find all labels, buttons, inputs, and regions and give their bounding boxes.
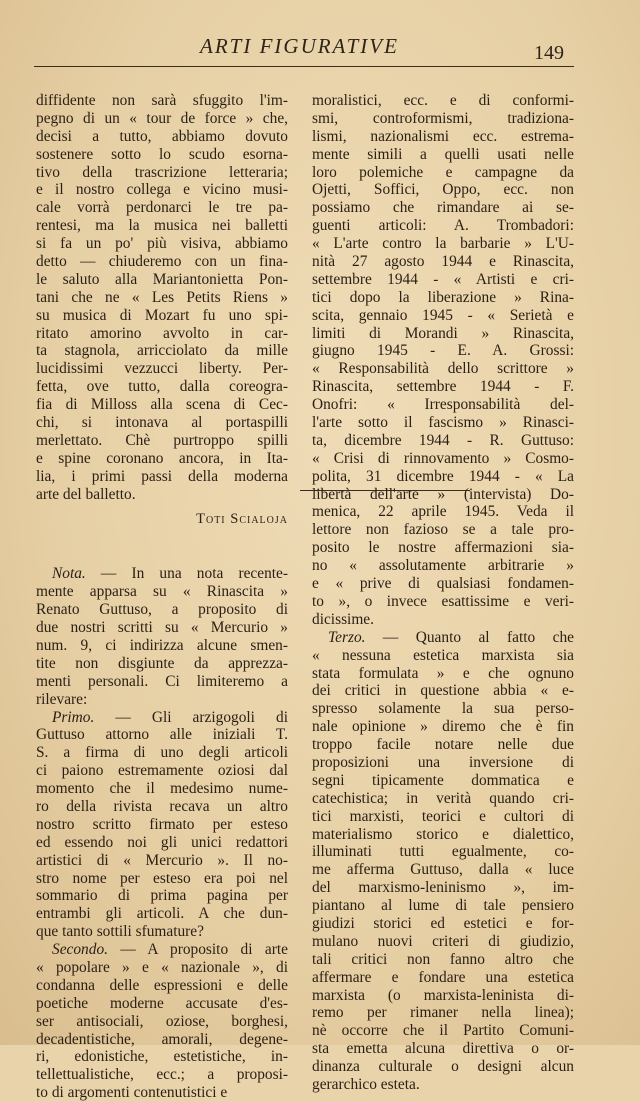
text-line: nità 27 agosto 1944 e Rinascita, [312,253,574,271]
author-signature: Toti Scialoja [196,511,288,528]
paragraph-label: Terzo. [328,628,366,646]
text-line: dinanza culturale o designi alcun [312,1058,574,1076]
text-line: no « assolutamente arbitrarie » [312,557,574,575]
text-line: sta emetta alcuna direttiva o or- [312,1040,574,1058]
text-line-content: — In una nota recente- [85,565,288,583]
text-line: to », o invece esattissime e veri- [312,592,574,610]
text-line: libertà dell'arte » (intervista) Do- [312,485,574,503]
paragraph-label: Nota. [52,565,86,583]
text-line: tici marxisti, teorici e cultori di [312,807,574,825]
page-number: 149 [534,42,564,64]
text-line: materialismo storico e dialettico, [312,825,574,843]
text-line: artistici di « Mercurio ». Il no- [36,851,288,869]
text-line: nè occorre che il Partito Comuni- [312,1022,574,1040]
text-line: lucidissimi vezzucci liberty. Per- [36,360,288,378]
text-line: catechistica; in verità quando cri- [312,789,574,807]
text-line: nostro scritto firmato per esteso [36,815,288,833]
text-line: lettore non fazioso se a tale pro- [312,521,574,539]
text-line: « Crisi di rinnovamento » Cosmo- [312,449,574,467]
text-line: poetiche moderne accusate d'es- [36,994,288,1012]
text-line: tali critici non fanno altro che [312,950,574,968]
text-line: detto — chiuderemo con un fina- [36,253,288,271]
text-line: piantano al lume di tale pensiero [312,897,574,915]
text-line: ri, edonistiche, estetistiche, in- [36,1048,288,1066]
text-line: ser antisociali, oziose, borghesi, [36,1012,288,1030]
text-line: giugno 1945 - E. A. Grossi: [312,342,574,360]
text-line: si fa un po' più visiva, abbiamo [36,235,288,253]
text-line: fetta, ove tutto, dalla coreogra- [36,378,288,396]
article-ending [36,92,288,503]
terzo-paragraph [312,629,574,1094]
text-line: decadentistiche, amorali, degene- [36,1030,288,1048]
text-line: polita, 31 dicembre 1944 - « La [312,467,574,485]
text-line: sommario di prima pagina per [36,887,288,905]
text-line-content: — Quanto al fatto che [365,628,574,646]
text-line: lia, i primi passi della moderna [36,467,288,485]
text-line: loro polemiche e campagne da [312,163,574,181]
text-line: troppo facile notare nelle due [312,736,574,754]
text-line: « popolare » e « nazionale », di [36,958,288,976]
text-line: ro della rivista recava un altro [36,797,288,815]
text-line: giudizi storici ed estetici e for- [312,914,574,932]
text-line: tivo della trascrizione letteraria; [36,163,288,181]
text-line [36,565,288,583]
text-line: illuminati tutti egualmente, co- [312,843,574,861]
text-line-content: — Gli arzigogoli di [94,708,288,726]
text-line: e spine coronano ancora, in Ita- [36,449,288,467]
text-line [36,941,288,959]
text-line: guenti articoli: A. Trombadori: [312,217,574,235]
text-line: scita, gennaio 1945 - « Serietà e [312,306,574,324]
nota-paragraph [36,565,288,708]
text-line-content: — A proposito di arte [108,941,288,959]
header-rule [34,66,574,67]
text-line: affermare e fondare una estetica [312,968,574,986]
text-line: menti personali. Ci limiteremo a [36,672,288,690]
text-line: tici dopo la liberazione » Rina- [312,288,574,306]
text-line: menica, 22 aprile 1945. Veda il [312,503,574,521]
text-line: diffidente non sarà sfuggito l'im- [36,92,288,109]
continuation-paragraph [312,92,574,629]
text-line: gerarchico esteta. [312,1075,420,1093]
text-line: smi, controformismi, tradiziona- [312,109,574,127]
text-line: Renato Guttuso, a proposito di [36,601,288,619]
text-line: proposizioni una inversione di [312,753,574,771]
text-line: entrambi gli articoli. A che dun- [36,905,288,923]
text-line: « Responsabilità dello scrittore » [312,360,574,378]
text-line: momento che il medesimo nume- [36,780,288,798]
text-line [312,629,574,647]
text-line: chi, si intonava al portaspilli [36,414,288,432]
text-line: S. a firma di uno degli articoli [36,744,288,762]
text-line: « nessuna estetica marxista sia [312,646,574,664]
text-line: ci paiono estremamente oziosi dal [36,762,288,780]
text-line: spresso solamente la sua perso- [312,700,574,718]
text-line: nale opinione » diremo che è fin [312,718,574,736]
secondo-paragraph [36,941,288,1102]
text-line: fia di Milloss alla scena di Cec- [36,396,288,414]
text-line: dei critici in questione abbia « e- [312,682,574,700]
text-line: pegno di un « tour de force » che, [36,109,288,127]
text-line: to di argomenti contenutistici e [36,1084,228,1102]
text-line: e « prive di qualsiasi fondamen- [312,575,574,593]
text-line: mente apparsa su « Rinascita » [36,583,288,601]
text-line: arte del balletto. [36,485,136,503]
text-line: tite non disgiunte da apprezza- [36,654,288,672]
text-line: Rinascita, settembre 1944 - F. [312,378,574,396]
text-line: que tanto sottili sfumature? [36,923,204,941]
text-line: Guttuso attorno alle iniziali T. [36,726,288,744]
text-line: decisi a tutto, abbiamo dovuto [36,127,288,145]
running-header-title: ARTI FIGURATIVE [200,34,399,58]
text-line: tellettualistiche, ecc.; a proposi- [36,1066,288,1084]
text-line: settembre 1944 - « Artisti e cri- [312,270,574,288]
text-line: posito le nostre affermazioni sia- [312,539,574,557]
left-column [36,92,288,1102]
text-line: mulano nuovi criteri di giudizio, [312,932,574,950]
text-line: Onofri: « Irresponsabilità del- [312,396,574,414]
text-line: l'arte sotto il fascismo » Rinasci- [312,414,574,432]
text-line: stata formulata » e che ognuno [312,664,574,682]
text-line: sostenere sotto lo scudo esorna- [36,145,288,163]
text-line: lismi, nazionalismi ecc. estrema- [312,127,574,145]
text-line: rilevare: [36,690,88,708]
text-line: merlettato. Chè purtroppo spilli [36,431,288,449]
text-line: me afferma Guttuso, dalla « luce [312,861,574,879]
text-line: ed essendo noi gli unici redattori [36,833,288,851]
text-line: mente simili a quelli usati nelle [312,145,574,163]
right-column [312,92,574,1094]
text-line: « L'arte contro la barbarie » L'U- [312,235,574,253]
text-line: moralistici, ecc. e di conformi- [312,92,574,109]
text-line: Ojetti, Soffici, Oppo, ecc. non [312,181,574,199]
text-line: tani che ne « Les Petits Riens » [36,288,288,306]
text-line: su musica di Mozart fu uno spi- [36,306,288,324]
text-line: due nostri scritti su « Mercurio » [36,619,288,637]
text-line: ta, dicembre 1944 - R. Guttuso: [312,431,574,449]
primo-paragraph [36,709,288,942]
text-line [36,709,288,727]
text-line: dicissime. [312,610,374,628]
text-line: ritato amorino avvolto in car- [36,324,288,342]
text-line: possiamo che rimandare ai se- [312,199,574,217]
text-line: cale vorrà perdonarci le tre pa- [36,199,288,217]
text-line: num. 9, ci indirizza alcune smen- [36,636,288,654]
paragraph-label: Secondo. [52,941,108,959]
text-line: segni tipicamente dommatica e [312,771,574,789]
text-line: le saluto alla Mariantonietta Pon- [36,270,288,288]
paragraph-label: Primo. [52,708,95,726]
text-line: stro nome per esteso era poi nel [36,869,288,887]
text-line: ta stagnola, arricciolato da mille [36,342,288,360]
text-line: condanna delle espressioni e delle [36,976,288,994]
text-line: remo per rimaner nella linea); [312,1004,574,1022]
text-line: rentesi, ma la musica nei balletti [36,217,288,235]
text-line: marxista (o marxista-leninista di- [312,986,574,1004]
text-line: e il nostro collega e vicino musi- [36,181,288,199]
text-line: limiti di Morandi » Rinascita, [312,324,574,342]
text-line: del marxismo-leninismo », im- [312,879,574,897]
